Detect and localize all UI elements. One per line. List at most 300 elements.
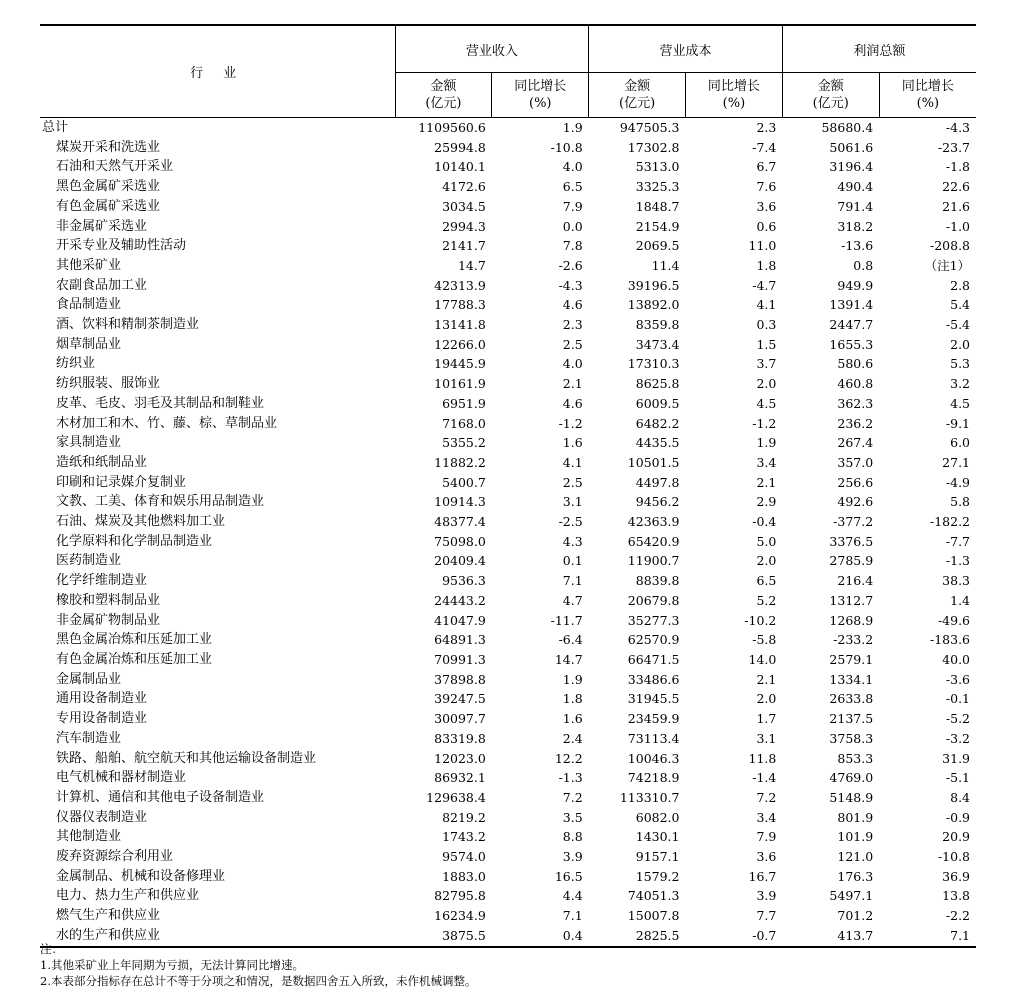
cost-growth-cell: 2.9 bbox=[756, 494, 777, 510]
cost-growth-cell: 7.2 bbox=[756, 789, 777, 805]
revenue-amount-cell: 5355.2 bbox=[442, 435, 486, 451]
table-row bbox=[40, 492, 976, 512]
profit-growth-cell: 31.9 bbox=[942, 750, 971, 766]
revenue-amount-cell: 10140.1 bbox=[434, 159, 486, 175]
revenue-amount-cell: 1883.0 bbox=[442, 868, 486, 884]
cost-growth-cell: 7.6 bbox=[756, 179, 777, 195]
profit-amount-header bbox=[782, 73, 879, 118]
table-row bbox=[40, 886, 976, 906]
cost-growth-cell: 0.3 bbox=[756, 317, 777, 333]
profit-amount-cell: 4769.0 bbox=[829, 770, 874, 786]
revenue-growth-cell: 4.6 bbox=[562, 297, 583, 313]
profit-amount-cell: 2137.5 bbox=[829, 711, 874, 727]
cost-growth-cell: -1.2 bbox=[752, 415, 777, 431]
cost-growth-cell: 7.7 bbox=[756, 908, 777, 924]
cost-amount-cell: 6482.2 bbox=[635, 415, 680, 431]
revenue-growth-cell: 2.5 bbox=[562, 474, 583, 490]
revenue-growth-cell: 6.5 bbox=[562, 179, 583, 195]
cost-amount-cell: 13892.0 bbox=[627, 297, 680, 313]
industry-name-cell: 农副食品加工业 bbox=[56, 277, 148, 293]
revenue-amount-cell: 129638.4 bbox=[426, 789, 486, 805]
cost-growth-cell: 2.0 bbox=[756, 691, 777, 707]
cost-amount-cell: 5313.0 bbox=[635, 159, 680, 175]
cost-amount-cell: 8839.8 bbox=[635, 573, 680, 589]
cost-amount-cell: 66471.5 bbox=[627, 651, 680, 667]
cost-amount-cell: 113310.7 bbox=[619, 789, 680, 805]
profit-amount-cell: 1334.1 bbox=[829, 671, 874, 687]
cost-growth-header bbox=[686, 73, 783, 118]
table-row bbox=[40, 670, 976, 690]
cost-growth-cell: 3.4 bbox=[756, 809, 777, 825]
profit-growth-cell: 20.9 bbox=[942, 829, 971, 845]
revenue-amount-cell: 37898.8 bbox=[434, 671, 486, 687]
profit-growth-cell: 4.5 bbox=[950, 395, 971, 411]
profit-growth-cell: 40.0 bbox=[942, 651, 971, 667]
revenue-amount-cell: 5400.7 bbox=[442, 474, 486, 490]
profit-amount-cell: 357.0 bbox=[837, 454, 874, 470]
industry-name-cell: 计算机、通信和其他电子设备制造业 bbox=[56, 789, 265, 805]
profit-growth-cell: -182.2 bbox=[930, 514, 971, 530]
profit-amount-cell: 236.2 bbox=[837, 415, 874, 431]
cost-growth-cell: 1.5 bbox=[756, 336, 777, 352]
cost-growth-cell: -5.8 bbox=[752, 632, 777, 648]
profit-amount-cell: 853.3 bbox=[837, 750, 874, 766]
table-row bbox=[40, 827, 976, 847]
amount-unit-label: (亿元) bbox=[425, 96, 462, 111]
revenue-growth-cell: 7.1 bbox=[562, 573, 583, 589]
profit-amount-cell: 413.7 bbox=[782, 926, 879, 947]
revenue-amount-cell: 13141.8 bbox=[434, 317, 486, 333]
growth-label: 同比增长 bbox=[707, 79, 760, 94]
revenue-growth-cell: 0.0 bbox=[562, 218, 583, 234]
cost-amount-cell: 1848.7 bbox=[635, 198, 680, 214]
profit-growth-cell: -1.8 bbox=[945, 159, 971, 175]
industry-name-cell: 铁路、船舶、航空航天和其他运输设备制造业 bbox=[56, 750, 317, 766]
cost-growth-cell: 6.5 bbox=[756, 573, 777, 589]
cost-growth-cell: 6.7 bbox=[756, 159, 777, 175]
cost-growth-cell: 4.1 bbox=[756, 297, 777, 313]
growth-unit-label: (%) bbox=[722, 96, 746, 111]
cost-growth-cell: 3.6 bbox=[756, 849, 777, 865]
industry-name-cell: 煤炭开采和洗选业 bbox=[56, 139, 161, 155]
profit-amount-cell: 492.6 bbox=[837, 494, 874, 510]
table-row bbox=[40, 197, 976, 217]
table-row bbox=[40, 512, 976, 532]
total-row bbox=[40, 118, 976, 138]
cost-amount-cell: 1579.2 bbox=[635, 868, 680, 884]
table-row bbox=[40, 276, 976, 296]
industry-name-cell: 皮革、毛皮、羽毛及其制品和制鞋业 bbox=[56, 395, 265, 411]
revenue-growth-header bbox=[492, 73, 589, 118]
profit-group-header: 利润总额 bbox=[782, 25, 976, 73]
profit-growth-cell: -183.6 bbox=[930, 632, 971, 648]
revenue-amount-cell: 83319.8 bbox=[434, 730, 486, 746]
profit-growth-header bbox=[879, 73, 976, 118]
revenue-amount-cell: 19445.9 bbox=[434, 356, 486, 372]
cost-amount-cell: 23459.9 bbox=[627, 711, 680, 727]
industry-name-cell: 纺织业 bbox=[56, 356, 96, 372]
profit-growth-cell: -5.1 bbox=[945, 770, 971, 786]
table-row bbox=[40, 808, 976, 828]
revenue-amount-cell: 3875.5 bbox=[395, 926, 492, 947]
cost-growth-cell: 1.7 bbox=[756, 711, 777, 727]
cost-growth-cell: -4.7 bbox=[752, 277, 777, 293]
profit-amount-cell: 490.4 bbox=[837, 179, 874, 195]
cost-amount-cell: 947505.3 bbox=[619, 120, 680, 135]
profit-amount-cell: 318.2 bbox=[837, 218, 874, 234]
industry-name-cell: 石油和天然气开采业 bbox=[56, 159, 174, 175]
industry-name-cell: 非金属矿采选业 bbox=[56, 218, 148, 234]
profit-growth-cell: -0.1 bbox=[945, 691, 971, 707]
cost-growth-cell: -10.2 bbox=[744, 612, 777, 628]
industry-name-cell: 橡胶和塑料制品业 bbox=[56, 592, 161, 608]
revenue-amount-cell: 7168.0 bbox=[442, 415, 486, 431]
industry-name-cell: 金属制品、机械和设备修理业 bbox=[56, 868, 226, 884]
footnote-2: 2.本表部分指标存在总计不等于分项之和情况，是数据四舍五入所致，未作机械调整。 bbox=[40, 974, 477, 988]
profit-amount-cell: -13.6 bbox=[841, 238, 874, 254]
cost-growth-cell: 16.7 bbox=[748, 868, 777, 884]
revenue-growth-cell: 14.7 bbox=[554, 651, 583, 667]
profit-growth-cell: -2.2 bbox=[945, 908, 971, 924]
profit-amount-cell: 256.6 bbox=[837, 474, 874, 490]
amount-unit-label: (亿元) bbox=[812, 96, 849, 111]
revenue-growth-cell: 2.4 bbox=[562, 730, 583, 746]
table-row bbox=[40, 591, 976, 611]
industry-name-cell: 专用设备制造业 bbox=[56, 711, 148, 727]
revenue-amount-cell: 17788.3 bbox=[434, 297, 486, 313]
industry-name-cell: 通用设备制造业 bbox=[56, 691, 148, 707]
table-row bbox=[40, 532, 976, 552]
revenue-amount-cell: 12023.0 bbox=[434, 750, 486, 766]
profit-amount-cell: 801.9 bbox=[837, 809, 874, 825]
profit-growth-cell: 13.8 bbox=[942, 888, 971, 904]
industry-name-cell: 化学纤维制造业 bbox=[56, 573, 148, 589]
revenue-amount-cell: 24443.2 bbox=[434, 592, 486, 608]
profit-growth-cell: -208.8 bbox=[930, 238, 971, 254]
table-row bbox=[40, 433, 976, 453]
cost-amount-cell: 8359.8 bbox=[635, 317, 680, 333]
profit-growth-cell: 3.2 bbox=[950, 376, 971, 392]
cost-growth-cell: 2.1 bbox=[756, 474, 777, 490]
industry-name-cell: 黑色金属矿采选业 bbox=[56, 179, 161, 195]
table-body bbox=[40, 118, 976, 947]
growth-unit-label: (%) bbox=[529, 96, 552, 111]
profit-growth-cell: -0.9 bbox=[945, 809, 971, 825]
industry-statistics-table bbox=[40, 24, 976, 948]
industry-name-cell: 电力、热力生产和供应业 bbox=[56, 888, 200, 904]
cost-growth-cell: -7.4 bbox=[752, 139, 777, 155]
profit-amount-cell: 5497.1 bbox=[829, 888, 874, 904]
cost-growth-cell: 3.9 bbox=[756, 888, 777, 904]
table-row bbox=[40, 729, 976, 749]
revenue-growth-cell: 4.0 bbox=[562, 159, 583, 175]
revenue-amount-header bbox=[395, 73, 492, 118]
profit-amount-cell: 2633.8 bbox=[829, 691, 874, 707]
profit-growth-cell: -4.3 bbox=[945, 120, 971, 135]
profit-growth-cell: 8.4 bbox=[950, 789, 971, 805]
cost-growth-cell: 5.2 bbox=[756, 592, 777, 608]
table-row bbox=[40, 689, 976, 709]
profit-amount-cell: 1391.4 bbox=[829, 297, 874, 313]
amount-label: 金额 bbox=[430, 79, 457, 94]
table-row bbox=[40, 236, 976, 256]
cost-growth-cell: 5.0 bbox=[756, 533, 777, 549]
cost-amount-cell: 42363.9 bbox=[627, 514, 680, 530]
table-row bbox=[40, 768, 976, 788]
table-row bbox=[40, 630, 976, 650]
cost-growth-cell: 2.0 bbox=[756, 376, 777, 392]
industry-name-cell: 酒、饮料和精制茶制造业 bbox=[56, 317, 200, 333]
table-row bbox=[40, 157, 976, 177]
profit-growth-cell: 1.4 bbox=[950, 592, 971, 608]
cost-growth-cell: 1.8 bbox=[756, 257, 777, 273]
industry-name-cell: 废弃资源综合利用业 bbox=[56, 849, 174, 865]
table-row bbox=[40, 335, 976, 355]
table-row bbox=[40, 551, 976, 571]
cost-amount-cell: 1430.1 bbox=[635, 829, 680, 845]
profit-amount-cell: -377.2 bbox=[833, 514, 874, 530]
industry-name-cell: 文教、工美、体育和娱乐用品制造业 bbox=[56, 494, 265, 510]
table-row bbox=[40, 611, 976, 631]
profit-growth-cell: -7.7 bbox=[945, 533, 971, 549]
cost-amount-cell: 31945.5 bbox=[627, 691, 680, 707]
cost-amount-cell: 10501.5 bbox=[627, 454, 680, 470]
amount-label: 金额 bbox=[817, 79, 844, 94]
cost-growth-cell: -0.7 bbox=[686, 926, 783, 947]
revenue-amount-cell: 6951.9 bbox=[442, 395, 486, 411]
profit-amount-cell: 3196.4 bbox=[829, 159, 874, 175]
cost-group-header: 营业成本 bbox=[589, 25, 783, 73]
profit-amount-cell: 58680.4 bbox=[821, 120, 874, 135]
revenue-amount-cell: 48377.4 bbox=[434, 514, 486, 530]
industry-name-cell: 印刷和记录媒介复制业 bbox=[56, 474, 187, 490]
revenue-growth-cell: 7.9 bbox=[562, 198, 583, 214]
table-row bbox=[40, 906, 976, 926]
profit-growth-cell: 21.6 bbox=[942, 198, 971, 214]
cost-growth-cell: 11.0 bbox=[748, 238, 777, 254]
revenue-amount-cell: 2141.7 bbox=[442, 238, 486, 254]
profit-growth-cell: -49.6 bbox=[937, 612, 971, 628]
cost-growth-cell: 1.9 bbox=[756, 435, 777, 451]
revenue-amount-cell: 25994.8 bbox=[434, 139, 486, 155]
footnotes bbox=[40, 941, 476, 989]
profit-amount-cell: 460.8 bbox=[837, 376, 874, 392]
revenue-amount-cell: 11882.2 bbox=[434, 454, 486, 470]
industry-name-cell: 烟草制品业 bbox=[56, 336, 122, 352]
revenue-amount-cell: 64891.3 bbox=[434, 632, 486, 648]
revenue-amount-cell: 1743.2 bbox=[442, 829, 486, 845]
revenue-amount-cell: 10914.3 bbox=[434, 494, 486, 510]
footnote-1: 1.其他采矿业上年同期为亏损，无法计算同比增速。 bbox=[40, 958, 304, 972]
cost-amount-cell: 2825.5 bbox=[589, 926, 686, 947]
industry-name-cell: 有色金属矿采选业 bbox=[56, 198, 161, 214]
cost-amount-cell: 33486.6 bbox=[627, 671, 680, 687]
cost-amount-cell: 74218.9 bbox=[627, 770, 680, 786]
revenue-growth-cell: 1.8 bbox=[562, 691, 583, 707]
profit-amount-cell: 791.4 bbox=[837, 198, 874, 214]
revenue-growth-cell: 7.1 bbox=[562, 908, 583, 924]
cost-growth-cell: 0.6 bbox=[756, 218, 777, 234]
table-row bbox=[40, 394, 976, 414]
cost-growth-cell: 14.0 bbox=[748, 651, 777, 667]
revenue-amount-cell: 9536.3 bbox=[442, 573, 486, 589]
revenue-amount-cell: 10161.9 bbox=[434, 376, 486, 392]
cost-growth-cell: 3.4 bbox=[756, 454, 777, 470]
cost-growth-cell: 7.9 bbox=[756, 829, 777, 845]
table-row bbox=[40, 374, 976, 394]
revenue-growth-cell: 4.6 bbox=[562, 395, 583, 411]
profit-amount-cell: 1655.3 bbox=[829, 336, 874, 352]
profit-growth-cell: -23.7 bbox=[937, 139, 971, 155]
table-row bbox=[40, 571, 976, 591]
profit-amount-cell: 362.3 bbox=[837, 395, 874, 411]
cost-amount-cell: 9157.1 bbox=[635, 849, 680, 865]
cost-amount-cell: 11.4 bbox=[651, 257, 680, 273]
table-row bbox=[40, 867, 976, 887]
industry-name-cell: 家具制造业 bbox=[56, 435, 122, 451]
cost-amount-cell: 2154.9 bbox=[635, 218, 680, 234]
cost-growth-cell: -0.4 bbox=[752, 514, 777, 530]
cost-amount-cell: 3473.4 bbox=[635, 336, 680, 352]
revenue-growth-cell: 16.5 bbox=[554, 868, 583, 884]
table-row bbox=[40, 354, 976, 374]
profit-growth-cell: -3.6 bbox=[945, 671, 971, 687]
revenue-amount-cell: 39247.5 bbox=[434, 691, 486, 707]
profit-growth-cell: 2.8 bbox=[950, 277, 971, 293]
revenue-amount-cell: 1109560.6 bbox=[418, 120, 486, 135]
profit-amount-cell: 2447.7 bbox=[829, 317, 874, 333]
cost-amount-cell: 4435.5 bbox=[635, 435, 680, 451]
table-row bbox=[40, 414, 976, 434]
profit-amount-cell: 121.0 bbox=[837, 849, 874, 865]
cost-amount-cell: 11900.7 bbox=[627, 553, 680, 569]
revenue-growth-cell: 1.6 bbox=[562, 711, 583, 727]
revenue-amount-cell: 70991.3 bbox=[434, 651, 486, 667]
cost-amount-cell: 6082.0 bbox=[635, 809, 680, 825]
revenue-amount-cell: 42313.9 bbox=[434, 277, 486, 293]
table-row bbox=[40, 709, 976, 729]
revenue-growth-cell: 4.1 bbox=[562, 454, 583, 470]
revenue-growth-cell: 4.7 bbox=[562, 592, 583, 608]
revenue-growth-cell: 8.8 bbox=[562, 829, 583, 845]
profit-growth-cell: 2.0 bbox=[950, 336, 971, 352]
industry-name-cell: 造纸和纸制品业 bbox=[56, 454, 148, 470]
industry-name-cell: 有色金属冶炼和压延加工业 bbox=[56, 651, 213, 667]
table-row bbox=[40, 453, 976, 473]
growth-label: 同比增长 bbox=[514, 79, 567, 94]
cost-amount-header bbox=[589, 73, 686, 118]
industry-name-cell: 水的生产和供应业 bbox=[40, 926, 395, 947]
revenue-growth-cell: 3.9 bbox=[562, 849, 583, 865]
industry-name-cell: 总计 bbox=[42, 120, 69, 135]
profit-growth-cell: -1.0 bbox=[945, 218, 971, 234]
revenue-growth-cell: 3.1 bbox=[562, 494, 583, 510]
cost-amount-cell: 8625.8 bbox=[635, 376, 680, 392]
revenue-amount-cell: 16234.9 bbox=[434, 908, 486, 924]
industry-name-cell: 木材加工和木、竹、藤、棕、草制品业 bbox=[56, 415, 278, 431]
revenue-growth-cell: 2.5 bbox=[562, 336, 583, 352]
cost-amount-cell: 9456.2 bbox=[635, 494, 680, 510]
industry-name-cell: 食品制造业 bbox=[56, 297, 122, 313]
revenue-amount-cell: 12266.0 bbox=[434, 336, 486, 352]
table-row bbox=[40, 847, 976, 867]
profit-growth-cell: 5.3 bbox=[950, 356, 971, 372]
cost-amount-cell: 2069.5 bbox=[635, 238, 680, 254]
revenue-amount-cell: 20409.4 bbox=[434, 553, 486, 569]
cost-amount-cell: 6009.5 bbox=[635, 395, 680, 411]
profit-growth-cell: -9.1 bbox=[945, 415, 971, 431]
profit-amount-cell: 949.9 bbox=[837, 277, 874, 293]
table-row bbox=[40, 473, 976, 493]
profit-amount-cell: 176.3 bbox=[837, 868, 874, 884]
industry-name-cell: 电气机械和器材制造业 bbox=[56, 770, 187, 786]
cost-growth-cell: 2.3 bbox=[756, 120, 777, 135]
table-row bbox=[40, 217, 976, 237]
revenue-amount-cell: 41047.9 bbox=[434, 612, 486, 628]
revenue-growth-cell: -4.3 bbox=[558, 277, 583, 293]
revenue-growth-cell: 4.4 bbox=[562, 888, 583, 904]
profit-amount-cell: 1268.9 bbox=[829, 612, 874, 628]
profit-growth-cell: -3.2 bbox=[945, 730, 971, 746]
cost-growth-cell: 3.7 bbox=[756, 356, 777, 372]
profit-growth-cell: 7.1 bbox=[879, 926, 976, 947]
profit-amount-cell: 5061.6 bbox=[829, 139, 874, 155]
revenue-growth-cell: 2.3 bbox=[562, 317, 583, 333]
revenue-growth-cell: -10.8 bbox=[550, 139, 583, 155]
revenue-growth-cell: 1.9 bbox=[562, 671, 583, 687]
industry-name-cell: 医药制造业 bbox=[56, 553, 122, 569]
profit-amount-cell: 2579.1 bbox=[829, 651, 874, 667]
cost-growth-cell: 2.1 bbox=[756, 671, 777, 687]
table-row bbox=[40, 138, 976, 158]
revenue-growth-cell: 0.1 bbox=[562, 553, 583, 569]
profit-amount-cell: 0.8 bbox=[853, 257, 874, 273]
cost-amount-cell: 4497.8 bbox=[635, 474, 680, 490]
cost-amount-cell: 20679.8 bbox=[627, 592, 680, 608]
profit-growth-cell: （注1） bbox=[924, 257, 971, 273]
revenue-amount-cell: 14.7 bbox=[457, 257, 486, 273]
revenue-amount-cell: 2994.3 bbox=[442, 218, 486, 234]
cost-growth-cell: 3.6 bbox=[756, 198, 777, 214]
revenue-amount-cell: 8219.2 bbox=[442, 809, 486, 825]
table-row bbox=[40, 256, 976, 276]
revenue-growth-cell: 2.1 bbox=[562, 376, 583, 392]
cost-amount-cell: 10046.3 bbox=[627, 750, 680, 766]
revenue-amount-cell: 4172.6 bbox=[442, 179, 486, 195]
revenue-growth-cell: -2.6 bbox=[558, 257, 583, 273]
revenue-amount-cell: 86932.1 bbox=[434, 770, 486, 786]
industry-column-header: 行 业 bbox=[40, 25, 395, 118]
growth-label: 同比增长 bbox=[901, 79, 954, 94]
profit-growth-cell: 5.8 bbox=[950, 494, 971, 510]
amount-unit-label: (亿元) bbox=[619, 96, 656, 111]
industry-name-cell: 仪器仪表制造业 bbox=[56, 809, 148, 825]
revenue-growth-cell: -1.2 bbox=[558, 415, 583, 431]
profit-growth-cell: 22.6 bbox=[942, 179, 971, 195]
cost-amount-cell: 35277.3 bbox=[627, 612, 680, 628]
profit-amount-cell: -233.2 bbox=[833, 632, 874, 648]
profit-growth-cell: 36.9 bbox=[942, 868, 971, 884]
profit-amount-cell: 216.4 bbox=[837, 573, 874, 589]
table-row bbox=[40, 177, 976, 197]
profit-amount-cell: 2785.9 bbox=[829, 553, 874, 569]
revenue-growth-cell: 4.0 bbox=[562, 356, 583, 372]
table-row bbox=[40, 295, 976, 315]
growth-unit-label: (%) bbox=[916, 96, 940, 111]
profit-amount-cell: 5148.9 bbox=[829, 789, 874, 805]
profit-growth-cell: -5.2 bbox=[945, 711, 971, 727]
revenue-amount-cell: 3034.5 bbox=[442, 198, 486, 214]
